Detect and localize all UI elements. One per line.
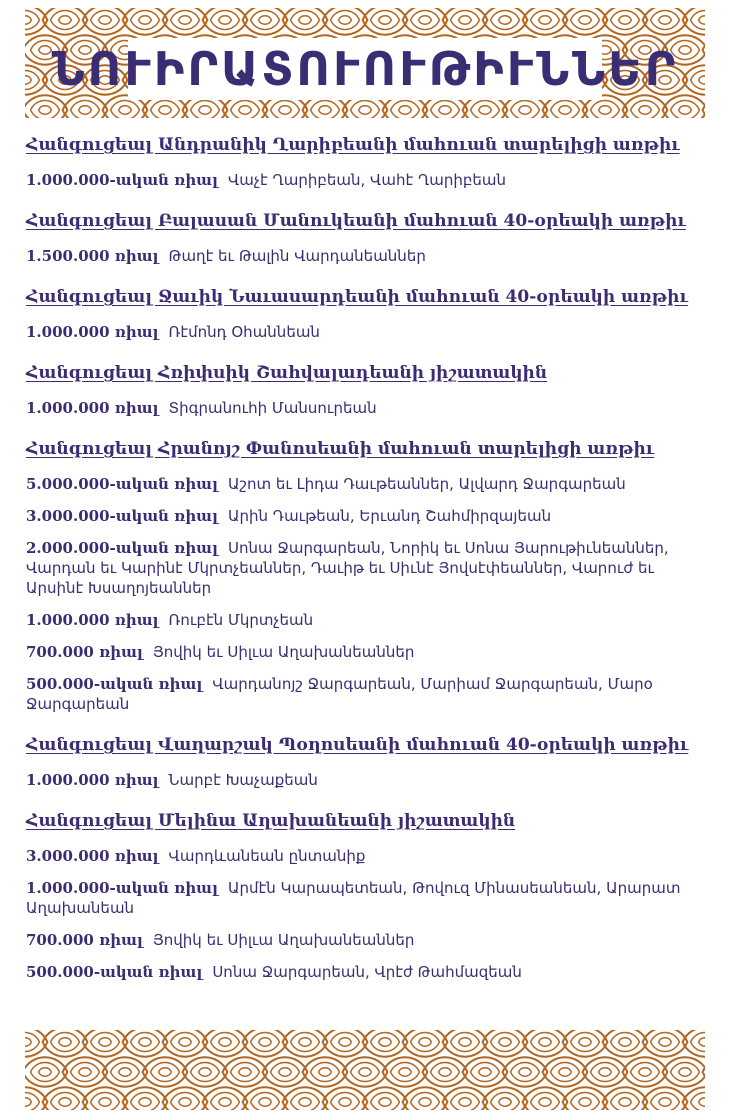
donation-amount: 3.000.000-ական ռիալ [26,507,218,525]
knot-loop [323,1030,368,1057]
knot-loop [439,1068,452,1076]
knot-loop [519,106,532,114]
knot-loop [591,101,620,118]
donations-list [26,134,706,1002]
donation-section [26,438,706,714]
knot-loop [323,8,368,35]
knot-loop [539,1098,552,1106]
knot-loop [131,1093,160,1110]
knot-loop [199,106,212,114]
knot-loop [71,1063,100,1082]
knot-loop [491,1093,520,1110]
knot-loop [459,1038,472,1046]
section-title: Հանգուցեալ Ջաւիկ Նաւասարդեանի մահուան 40-օրեակի առթիւ [26,287,688,307]
knot-loop [371,11,400,30]
knot-loop [603,1030,648,1057]
knot-loop [359,106,372,114]
knot-loop [379,16,392,24]
donor-names: Վաչէ Ղարիբեան, Վահէ Ղարիբեան [227,171,507,189]
knot-loop [339,1098,352,1106]
knot-loop [25,65,47,94]
knot-loop [99,1038,112,1046]
donor-names: Արմէն Կարապետեան, Թովուզ Մինասեանեան, Արարատ Աղախանեան [26,879,681,917]
knot-loop [619,1038,632,1046]
knot-loop [283,8,328,35]
knot-loop [111,101,140,118]
knot-loop [163,1030,208,1057]
knot-loop [339,16,352,24]
donor-names: Թաղէ եւ Թալին Վարդանեաններ [168,247,426,265]
knot-loop [451,11,480,30]
donor-names: Ռէմոնդ Օհաննեան [168,323,320,341]
section-title: Հանգուցեալ Վաղարշակ Պօղոսեանի մահուան 40-օրեակի առթիւ [26,735,689,755]
knot-loop [683,65,705,94]
donation-entry [26,930,706,950]
donation-entry [26,398,706,418]
knot-loop [159,1068,172,1076]
knot-loop [51,1033,80,1052]
knot-loop [25,76,31,84]
donation-entry [26,962,706,982]
knot-loop [419,16,432,24]
knot-loop [231,1063,260,1082]
knot-loop [223,1057,268,1086]
knot-loop [491,1033,520,1052]
knot-loop [303,1057,348,1086]
knot-loop [179,1038,192,1046]
knot-pattern-icon [25,1030,705,1110]
knot-loop [371,1033,400,1052]
knot-loop [651,1033,680,1052]
knot-loop [571,1093,600,1110]
knot-loop [699,16,705,24]
knot-loop [499,16,512,24]
knot-loop [139,16,152,24]
knot-loop [631,1063,660,1082]
knot-loop [439,106,452,114]
knot-loop [79,1068,92,1076]
knot-loop [99,16,112,24]
knot-loop [143,1057,188,1086]
donation-entry [26,474,706,494]
knot-loop [479,1068,492,1076]
knot-loop [511,1063,540,1082]
knot-loop [311,101,340,118]
donation-entry [26,538,706,598]
knot-loop [251,1093,280,1110]
knot-loop [179,1098,192,1106]
donation-amount: 1.000.000-ական ռիալ [26,171,218,189]
knot-loop [411,1093,440,1110]
knot-loop [679,106,692,114]
donation-entry [26,770,706,790]
knot-loop [431,101,460,118]
knot-loop [591,1063,620,1082]
knot-loop [411,11,440,30]
knot-loop [639,1068,652,1076]
knot-loop [483,1030,528,1057]
knot-loop [611,11,640,30]
knot-loop [399,106,412,114]
knot-loop [171,11,200,30]
knot-loop [59,1038,72,1046]
knot-loop [403,8,448,35]
knot-loop [463,1057,508,1086]
donor-names: Ռուբէն Մկրտչեան [168,611,314,629]
knot-loop [251,1033,280,1052]
knot-loop [151,1063,180,1082]
donation-section [26,286,706,342]
knot-loop [43,8,88,35]
knot-loop [523,1030,568,1057]
knot-loop [91,1093,120,1110]
knot-loop [283,1030,328,1057]
knot-loop [643,8,688,35]
donation-section [26,734,706,790]
knot-loop [471,101,500,118]
knot-loop [291,1093,320,1110]
knot-loop [103,1057,148,1086]
knot-loop [459,1098,472,1106]
knot-loop [603,8,648,35]
knot-loop [451,1033,480,1052]
knot-loop [39,1068,52,1076]
knot-loop [299,1038,312,1046]
knot-loop [259,1098,272,1106]
knot-loop [79,106,92,114]
donation-amount: 1.000.000 ռիալ [26,611,159,629]
knot-loop [599,1068,612,1076]
knot-loop [611,1033,640,1052]
knot-loop [459,16,472,24]
knot-loop [471,1063,500,1082]
knot-loop [203,8,248,35]
donor-names: Արին Դաւթեան, Երւանդ Շահմիրզայեան [227,507,552,525]
knot-loop [679,46,692,54]
knot-loop [423,1057,468,1086]
donation-amount: 1.000.000 ռիալ [26,323,159,341]
knot-loop [25,1098,31,1106]
knot-loop [31,101,60,118]
knot-loop [299,1098,312,1106]
donation-section [26,134,706,190]
knot-loop [703,1057,705,1086]
knot-loop [651,1093,680,1110]
donation-amount: 700.000 ռիալ [26,931,143,949]
knot-loop [123,8,168,35]
donation-entry [26,322,706,342]
knot-loop [631,101,660,118]
donation-amount: 5.000.000-ական ռիալ [26,475,218,493]
knot-loop [199,1068,212,1076]
donation-amount: 500.000-ական ռիալ [26,675,203,693]
knot-loop [391,101,420,118]
knot-loop [51,1093,80,1110]
knot-loop [219,1098,232,1106]
knot-loop [139,1038,152,1046]
knot-loop [479,106,492,114]
knot-loop [211,1033,240,1052]
knot-loop [379,1038,392,1046]
knot-loop [83,8,128,35]
knot-loop [231,101,260,118]
knot-loop [571,11,600,30]
knot-loop [543,1057,588,1086]
knot-loop [279,1068,292,1076]
knot-loop [139,1098,152,1106]
donor-names: Տիգրանուհի Մանսուրեան [168,399,377,417]
knot-loop [699,76,705,84]
knot-loop [623,1057,668,1086]
knot-loop [351,1063,380,1082]
donation-entry [26,674,706,714]
knot-loop [123,1030,168,1057]
knot-loop [531,1093,560,1110]
knot-loop [399,1068,412,1076]
knot-loop [519,1068,532,1076]
knot-loop [91,11,120,30]
knot-loop [571,1033,600,1052]
knot-loop [443,1030,488,1057]
knot-loop [371,1093,400,1110]
knot-loop [163,8,208,35]
knot-loop [243,1030,288,1057]
knot-loop [579,1038,592,1046]
knot-loop [191,101,220,118]
knot-loop [699,1098,705,1106]
knot-loop [219,16,232,24]
bottom-ornament-band [25,1030,705,1110]
knot-loop [539,16,552,24]
knot-loop [279,106,292,114]
section-title: Հանգուցեալ Հռիփսիկ Շահվալադեանի յիշատակին [26,363,548,383]
knot-loop [639,106,652,114]
knot-loop [243,8,288,35]
knot-loop [71,101,100,118]
knot-loop [291,11,320,30]
knot-loop [39,106,52,114]
knot-loop [51,11,80,30]
knot-loop [691,1093,705,1110]
knot-loop [251,11,280,30]
knot-loop [91,1033,120,1052]
knot-loop [503,1057,548,1086]
donation-amount: 1.500.000 ռիալ [26,247,159,265]
knot-loop [331,1093,360,1110]
knot-loop [671,1063,700,1082]
knot-loop [403,1030,448,1057]
knot-loop [483,8,528,35]
donor-names: Յովիկ եւ Սիլւա Աղախանեաններ [152,643,415,661]
page-title: ՆՈՒԻՐԱՏՈՒՈՒԹԻՒՆՆԵՐ [51,42,679,96]
knot-loop [539,1038,552,1046]
knot-loop [443,8,488,35]
donation-entry [26,246,706,266]
donor-names: Վարդևանեան ընտանիք [168,847,366,865]
knot-loop [25,16,31,24]
donation-section [26,362,706,418]
knot-loop [499,1098,512,1106]
knot-loop [551,1063,580,1082]
knot-loop [151,101,180,118]
knot-loop [39,46,52,54]
knot-loop [411,1033,440,1052]
knot-loop [339,1038,352,1046]
donation-entry [26,506,706,526]
donation-entry [26,170,706,190]
knot-loop [491,11,520,30]
knot-loop [159,106,172,114]
knot-loop [583,1057,628,1086]
knot-loop [83,1030,128,1057]
knot-loop [271,1063,300,1082]
knot-loop [31,1063,60,1082]
knot-loop [331,1033,360,1052]
knot-loop [391,1063,420,1082]
knot-loop [331,11,360,30]
knot-loop [499,1038,512,1046]
knot-loop [299,16,312,24]
knot-loop [211,1093,240,1110]
knot-loop [311,1063,340,1082]
knot-loop [451,1093,480,1110]
donor-names: Յովիկ եւ Սիլւա Աղախանեաններ [152,931,415,949]
section-title: Հանգուցեալ Հրանոյշ Փանոսեանի մահուան տարելիցի առթիւ [26,439,655,459]
knot-loop [203,1030,248,1057]
donor-names: Նարբէ Խաչաքեան [168,771,318,789]
knot-loop [25,1038,31,1046]
donation-amount: 1.000.000 ռիալ [26,771,159,789]
knot-loop [579,1098,592,1106]
knot-loop [63,1057,108,1086]
knot-loop [379,1098,392,1106]
knot-loop [671,101,700,118]
knot-loop [59,1098,72,1106]
donation-section [26,210,706,266]
knot-loop [263,1057,308,1086]
section-title: Հանգուցեալ Մելինա Աղախանեանի յիշատակին [26,811,516,831]
knot-loop [111,1063,140,1082]
donation-amount: 1.000.000 ռիալ [26,399,159,417]
donor-names: Աշոտ եւ Լիդա Դաւթեաններ, Ալվարդ Ջարգարեան [227,475,626,493]
donation-amount: 500.000-ական ռիալ [26,963,203,981]
donor-names: Վարդանոյշ Ջարգարեան, Մարիամ Ջարգարեան, Մարօ Ջարգարեան [26,675,653,713]
knot-loop [99,1098,112,1106]
knot-loop [523,8,568,35]
knot-loop [511,101,540,118]
knot-loop [363,1030,408,1057]
donation-amount: 3.000.000 ռիալ [26,847,159,865]
knot-loop [119,106,132,114]
knot-loop [291,1033,320,1052]
donation-amount: 1.000.000-ական ռիալ [26,879,218,897]
knot-loop [131,11,160,30]
knot-loop [351,101,380,118]
knot-loop [343,1057,388,1086]
knot-loop [259,1038,272,1046]
knot-loop [119,1068,132,1076]
knot-loop [219,1038,232,1046]
knot-loop [239,1068,252,1076]
title-plate [51,38,679,100]
knot-loop [651,11,680,30]
donation-amount: 2.000.000-ական ռիալ [26,539,218,557]
knot-loop [131,1033,160,1052]
donor-names: Սոնա Ջարգարեան, Վրէժ Թահմազեան [212,963,522,981]
knot-loop [319,106,332,114]
knot-loop [171,1093,200,1110]
donation-entry [26,878,706,918]
knot-loop [643,1030,688,1057]
knot-loop [531,11,560,30]
knot-loop [559,106,572,114]
knot-loop [239,106,252,114]
knot-loop [25,1093,39,1110]
section-title: Հանգուցեալ Անդրանիկ Ղարիբեանի մահուան տարելիցի առթիւ [26,135,680,155]
knot-loop [259,16,272,24]
knot-loop [363,8,408,35]
knot-loop [431,1063,460,1082]
knot-loop [699,1038,705,1046]
knot-loop [183,1057,228,1086]
knot-loop [563,1030,608,1057]
knot-loop [383,1057,428,1086]
knot-loop [563,8,608,35]
knot-loop [531,1033,560,1052]
donation-section [26,810,706,982]
knot-loop [419,1038,432,1046]
knot-loop [679,1068,692,1076]
knot-loop [611,1093,640,1110]
knot-loop [59,16,72,24]
knot-loop [619,16,632,24]
knot-loop [619,1098,632,1106]
donation-entry [26,610,706,630]
knot-loop [659,16,672,24]
section-title: Հանգուցեալ Բալասան Մանուկեանի մահուան 40-օրեակի առթիւ [26,211,686,231]
knot-loop [171,1033,200,1052]
knot-loop [359,1068,372,1076]
knot-loop [579,16,592,24]
knot-loop [419,1098,432,1106]
knot-loop [551,101,580,118]
knot-loop [191,1063,220,1082]
knot-loop [703,35,705,64]
knot-loop [319,1068,332,1076]
knot-loop [559,1068,572,1076]
knot-loop [271,101,300,118]
donor-names: Սոնա Ջարգարեան, Նորիկ եւ Սոնա Յարութիւնեաններ, Վարդան եւ Կարինէ Մկրտչեաններ, Դաւիթ եւ Սիւնէ Յովսէփեաններ, Վարուժ եւ Արսինէ Խսաղոյեաններ [26,539,669,597]
knot-loop [43,1030,88,1057]
knot-loop [179,16,192,24]
knot-loop [599,106,612,114]
donation-entry [26,642,706,662]
knot-loop [211,11,240,30]
donation-entry [26,846,706,866]
knot-loop [659,1098,672,1106]
donation-amount: 700.000 ռիալ [26,643,143,661]
knot-loop [659,1038,672,1046]
